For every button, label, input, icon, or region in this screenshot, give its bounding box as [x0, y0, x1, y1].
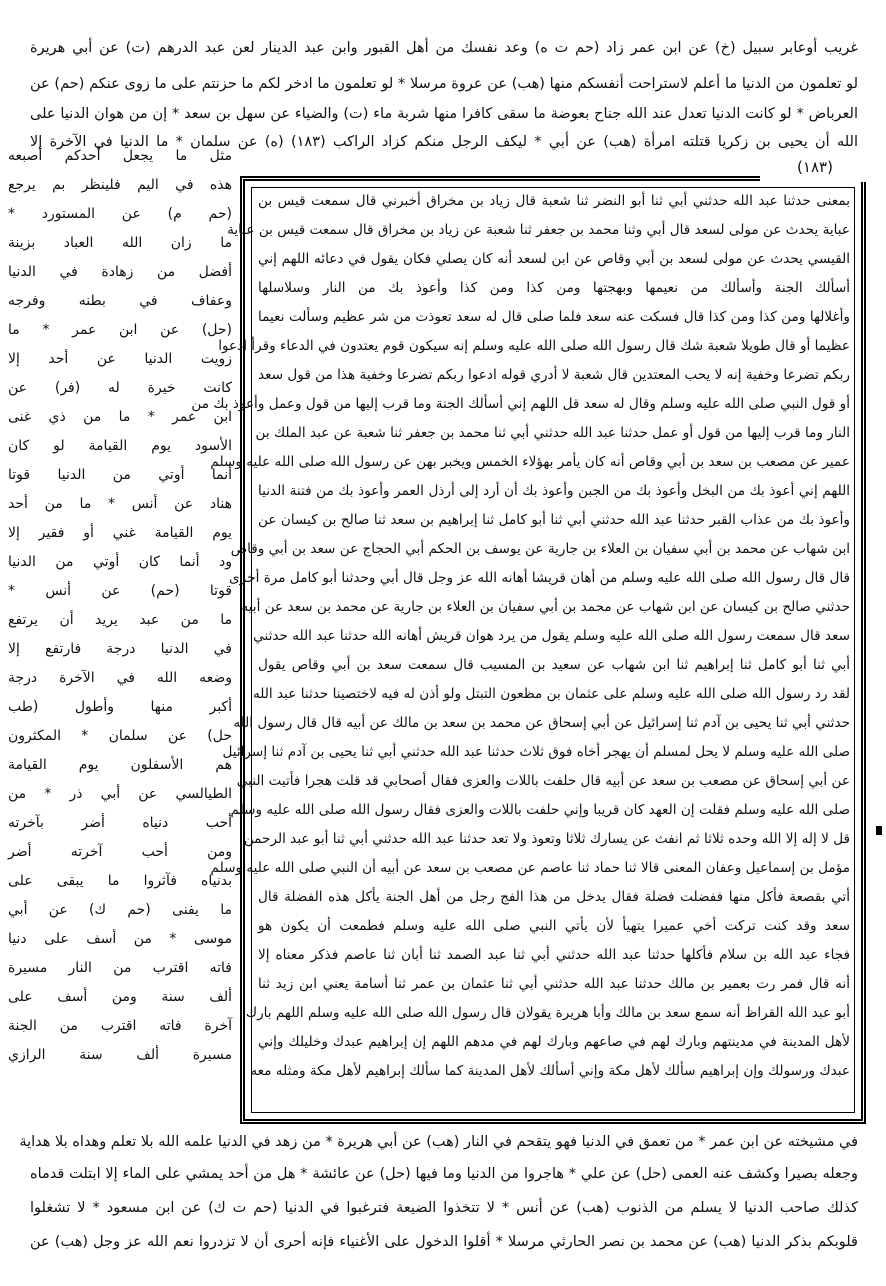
text-line: أنه قال فمر رت بعمير بن مالك حدثنا عبد الله حدثني أبي ثنا عثمان بن عمر ثنا أسامة يعني ابن زيد ثنا — [258, 976, 850, 992]
text-line: قل لا إله إلا الله وحده ثلاثا ثم انفث عن يسارك ثلاثا وتعوذ ولا تعد حدثنا عبد الله حدثني أبي ثنا أبو عبد الرحمن — [243, 831, 850, 847]
text-line: صلى الله عليه وسلم فقلت إن العهد كان قريبا وإني حلفت باللات والعزى فقال رسول الله صلى الله عليه وسلم — [230, 802, 850, 818]
text-line: ود أنما كان أوتي من الدنيا — [8, 554, 232, 570]
text-line: قال قال رسول الله صلى الله عليه وسلم من أهان قريشا أهانه الله عز وجل قال أبي وحدثنا أبو كامل مرة أخرى — [229, 570, 850, 586]
text-line: ما زان الله العباد بزينة — [8, 235, 232, 251]
text-line: هم الأسفلون يوم القيامة — [8, 757, 232, 773]
text-line: آخرة فاته اقترب من الجنة — [8, 1018, 232, 1034]
text-line: وأعوذ بك من عذاب القبر حدثنا عبد الله حدثني أبي ثنا أبو كامل ثنا إبراهيم بن سعد ثنا صالح بن كيسان عن — [258, 512, 850, 528]
text-line: اللهم إني أعوذ بك من البخل وأعوذ بك من الجبن وأعوذ بك أن أرد إلى أرذل العمر وأعوذ بك من فتنة الدنيا — [258, 483, 850, 499]
text-line: كذلك صاحب الدنيا لا يسلم من الذنوب (هب) عن أنس * لا تتخذوا الضيعة فترغبوا في الدنيا (حم ت ك) عن ابن مسعود * لا تشغلوا — [30, 1200, 858, 1216]
text-line: النار وما قرب إليها من قول أو عمل حدثنا عبد الله حدثني أبي ثنا محمد بن جعفر ثنا شعبة عن عبد الملك بن — [255, 425, 850, 441]
text-line: أتي بقصعة فأكل منها ففضلت فضلة فقال يدخل من هذا الفج رجل من أهل الجنة يأكل هذه الفضلة قال — [258, 889, 850, 905]
text-line: أكبر منها وأطول (طب — [8, 699, 232, 715]
text-line: العرباض * لو كانت الدنيا تعدل عند الله جناح بعوضة ما سقى كافرا منها شربة ماء (ت) والضياء عن سهل بن سعد * إن من هوان الدنيا على — [30, 106, 858, 122]
text-line: حدثني صالح بن كيسان عن ابن شهاب عن محمد بن أبي سفيان بن العلاء بن جارية عن محمد بن سعد عن أبيه — [241, 599, 850, 615]
text-line: فاته اقترب من النار مسيرة — [8, 960, 232, 976]
text-line: سعد وقد كنت تركت أخي عميرا يتهيأ لأن يأتي النبي صلى الله عليه وسلم فطمعت أن يكون هو — [258, 918, 850, 934]
text-line: في مشيخته عن ابن عمر * من تعمق في الدنيا فهو يتقحم في النار (هب) عن أبي هريرة * من زهد في الدنيا علمه الله بلا تعلم وهداه بلا هداية — [19, 1134, 858, 1150]
text-line: بدنياه فآثروا ما يبقى على — [8, 873, 232, 889]
text-line: الله أن يحيى بن زكريا قتلته امرأة (هب) عن أبي * ليكف الرجل منكم كزاد الراكب (١٨٣) (ه) عن سلمان * ما الدنيا في الآخرة إلا — [30, 134, 858, 150]
text-line: زويت الدنيا عن أحد إلا — [8, 351, 232, 367]
text-line: عباية يحدث عن مولى لسعد قال أبي وثنا محمد بن جعفر ثنا شعبة عن زياد بن مخراق قال سمعت قيس بن عباية — [227, 222, 850, 238]
text-line: بمعنى حدثنا عبد الله حدثني أبي ثنا أبو النضر ثنا شعبة قال زياد بن مخراق أخبرني قال سمعت قيس بن — [258, 193, 850, 209]
text-line: غريب أوعابر سبيل (خ) عن ابن عمر زاد (حم ت ه) وعد نفسك من أهل القبور وابن عبد الدينار لعن عبد الدرهم (ت) عن أبي هريرة — [30, 40, 858, 56]
text-line: ألف سنة ومن أسف على — [8, 989, 232, 1005]
text-line: ابن شهاب عن محمد بن أبي سفيان بن العلاء بن جارية عن يوسف بن الحكم أبي الحجاج عن سعد بن أبي وقاص — [230, 541, 850, 557]
text-line: أحب دنياه أضر بآخرته — [8, 815, 232, 831]
text-line: صلى الله عليه وسلم لا يحل لمسلم أن يهجر أخاه فوق ثلاث حدثنا عبد الله حدثني أبي ثنا يحيى بن آدم ثنا إسرائيل — [222, 744, 850, 760]
text-line: لأهل المدينة في مدينتهم وبارك لهم في صاعهم وبارك لهم في مدهم اللهم إن إبراهيم عبدك وخليلك وإني — [258, 1034, 850, 1050]
text-line: ما يفنى (حم ك) عن أبي — [8, 902, 232, 918]
text-line: سعد قال سمعت رسول الله صلى الله عليه وسلم يقول من يرد هوان قريش أهانه الله حدثنا عبد الله حدثني — [253, 628, 850, 644]
text-line: ومن أحب آخرته أضر — [8, 844, 232, 860]
text-line: عن أبي إسحاق عن مصعب بن سعد عن أبيه قال حلفت باللات والعزى فقال أصحابي قد قلت هجرا فأتيت النبي — [236, 773, 850, 789]
text-line: ربكم تضرعا وخفية إنه لا يحب المعتدين قال شعبة لا أدري قوله ادعوا ربكم تضرعا وخفية هذا من قول سعد — [258, 367, 850, 383]
text-line: في الدنيا درجة فارتفع إلا — [8, 641, 232, 657]
text-line: مثل ما يجعل أحدكم أصبعه — [8, 148, 232, 164]
text-line: وجعله بصيرا وكشف عنه العمى (حل) عن علي * هاجروا من الدنيا وما فيها (حل) عن عائشة * هل من أحد يمشي على الماء إلا ابتلت قدماه — [30, 1166, 858, 1182]
text-line: عبدك ورسولك وإن إبراهيم سألك لأهل مكة وإني أسألك لأهل المدينة كما سألك إبراهيم لأهل مكة ومثله معه — [250, 1063, 850, 1079]
text-line: حدثني أبي ثنا يحيى بن آدم ثنا إسرائيل عن أبي إسحاق عن محمد بن سعد بن مالك عن أبيه قال قال رسول الله — [233, 715, 850, 731]
text-line: الطيالسي عن أبي ذر * من — [8, 786, 232, 802]
text-line: أبو عبد الله القراظ أنه سمع سعد بن مالك وأبا هريرة يقولان قال رسول الله صلى الله عليه وسلم اللهم بارك — [245, 1005, 850, 1021]
text-line: ما من عبد يريد أن يرتفع — [8, 612, 232, 628]
text-line: مؤمل بن إسماعيل وعفان المعنى قالا ثنا حماد ثنا عاصم عن مصعب بن سعد عن أبيه أن النبي صلى الله عليه وسلم — [210, 860, 850, 876]
text-line: أو قول النبي صلى الله عليه وسلم وقال له سعد قل اللهم إني أسألك الجنة وما قرب إليها من قول وعمل وأعوذ بك من — [191, 396, 850, 412]
page-number: (١٨٣) — [760, 158, 870, 182]
text-line: (حل) عن ابن عمر * ما — [8, 322, 232, 338]
text-line: لو تعلمون من الدنيا ما أعلم لاستراحت أنفسكم منها (هب) عن عروة مرسلا * لو تعلمون ما ادخر لكم ما حزنتم على ما زوى عنكم (حم) عن — [30, 76, 858, 92]
text-line: أنما أوتي من الدنيا قوتا — [8, 467, 232, 483]
text-line: عظيما أو قال طويلا شعبة شك قال رسول الله صلى الله عليه وسلم إنه سيكون قوم يعتدون في الدعاء وقرأ ادعوا — [218, 338, 850, 354]
margin-mark — [876, 826, 882, 835]
text-line: أسألك الجنة وأسألك من نعيمها وبهجتها ومن كذا ومن كذا وأعوذ بك من النار وسلاسلها — [258, 280, 850, 296]
text-line: فجاء عبد الله بن سلام فأكلها حدثنا عبد الله حدثني أبي ثنا عبد الصمد ثنا أبان ثنا عاصم فذكر معناه إلا — [258, 947, 850, 963]
text-line: قلوبكم بذكر الدنيا (هب) عن محمد بن نصر الحارثي مرسلا * أقلوا الدخول على الأغنياء فإنه أحرى أن لا تزدروا نعم الله عز وجل (هب) عن — [30, 1234, 858, 1250]
text-line: كانت خيرة له (فر) عن — [8, 380, 232, 396]
text-line: قوتا (حم) عن أنس * — [8, 583, 232, 599]
text-line: وأغلالها ومن كذا ومن كذا قال فسكت عنه سعد فلما صلى قال له سعد تعوذت من شر عظيم وسألت نعيما — [258, 309, 850, 325]
text-line: الأسود يوم القيامة لو كان — [8, 438, 232, 454]
text-line: أفضل من زهادة في الدنيا — [8, 264, 232, 280]
text-line: لقد رد رسول الله صلى الله عليه وسلم على عثمان بن مظعون التبتل ولو أذن له فيه لاختصينا حدثنا عبد الله — [253, 686, 850, 702]
text-line: وضعه الله في الآخرة درجة — [8, 670, 232, 686]
text-line: وعفاف في بطنه وفرجه — [8, 293, 232, 309]
text-line: يوم القيامة غني أو فقير إلا — [8, 525, 232, 541]
text-line: مسيرة ألف سنة الرازي — [8, 1047, 232, 1063]
text-line: أبي ثنا أبو كامل ثنا إبراهيم ثنا ابن شهاب عن سعيد بن المسيب قال سمعت سعد بن أبي وقاص يقول — [258, 657, 850, 673]
text-line: هذه في اليم فلينظر بم يرجع — [8, 177, 232, 193]
text-line: القيسي يحدث عن مولى لسعد بن أبي وقاص عن ابن لسعد أنه كان يصلي فكان يقول في دعائه اللهم إني — [258, 251, 850, 267]
text-line: هناد عن أنس * ما من أحد — [8, 496, 232, 512]
text-line: عمير عن مصعب بن سعد بن أبي وقاص أنه كان يأمر بهؤلاء الخمس ويخبر بهن عن رسول الله صلى الله عليه وسلم — [210, 454, 850, 470]
text-line: (حم م) عن المستورد * — [8, 206, 232, 222]
text-line: حل) عن سلمان * المكثرون — [8, 728, 232, 744]
text-line: موسى * من أسف على دنيا — [8, 931, 232, 947]
text-line: ابن عمر * ما من ذي غنى — [8, 409, 232, 425]
